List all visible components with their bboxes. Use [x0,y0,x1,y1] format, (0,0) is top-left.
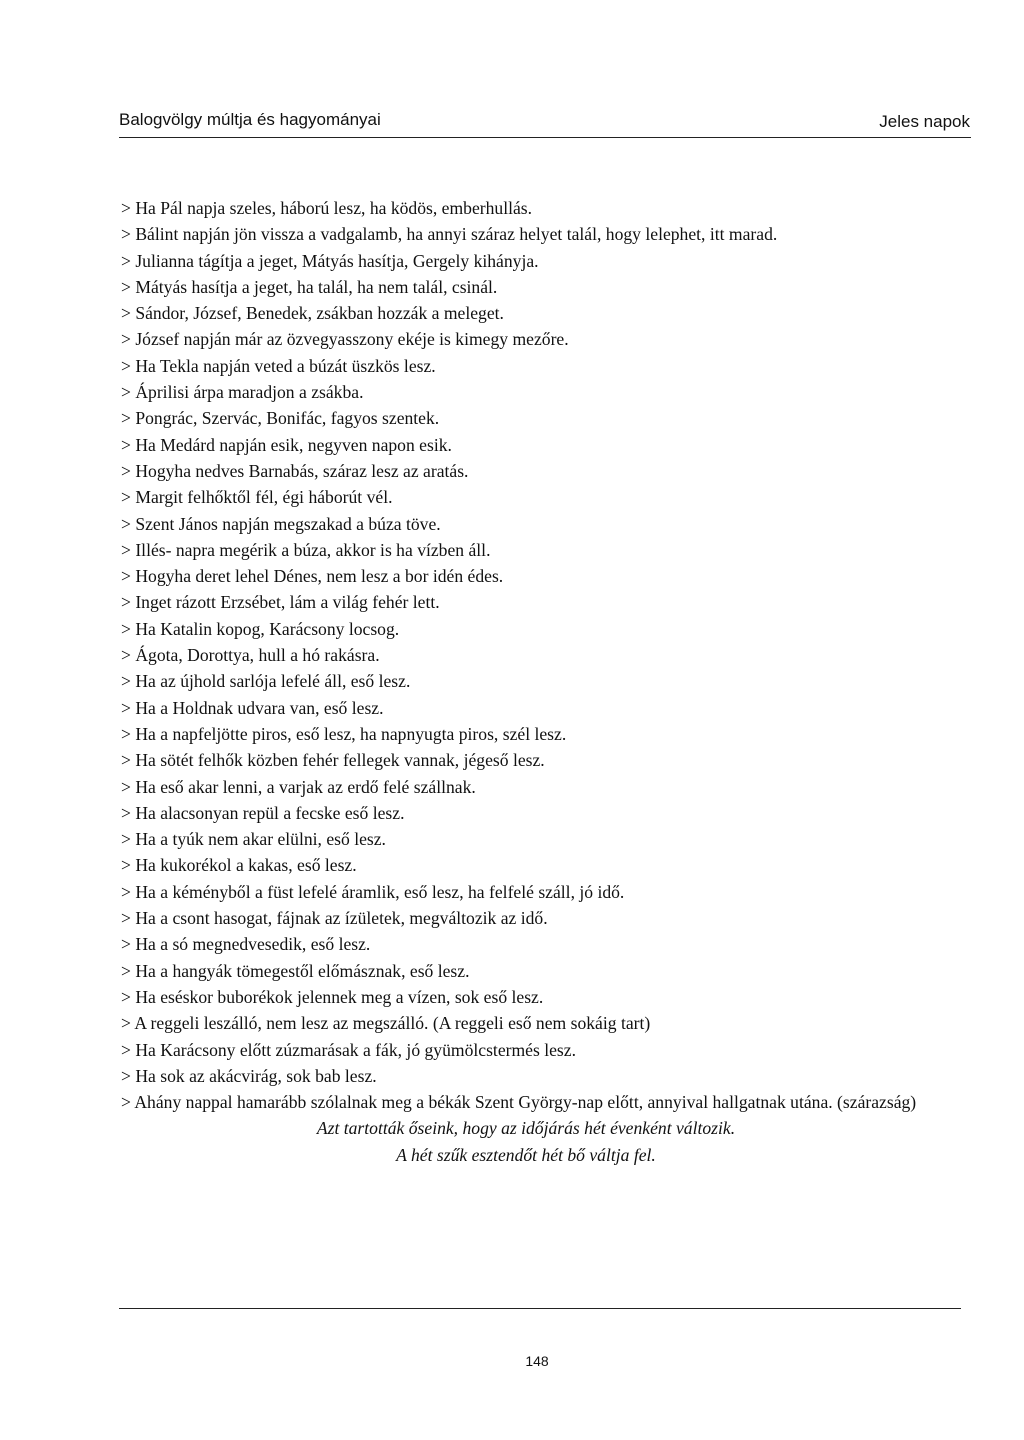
saying-line: > Hogyha deret lehel Dénes, nem lesz a bor idén édes. [121,566,504,587]
saying-line: > Ha eséskor buborékok jelennek meg a vízen, sok eső lesz. [121,986,544,1007]
saying-line: > Áprilisi árpa maradjon a zsákba. [121,382,364,403]
saying-line: > Pongrác, Szervác, Bonifác, fagyos szentek. [121,408,440,429]
saying-line: > Ha Katalin kopog, Karácsony locsog. [121,618,400,639]
saying-line: > Bálint napján jön vissza a vadgalamb, ha annyi száraz helyet talál, hogy lelephet, itt marad. [121,224,778,245]
saying-line: > Julianna tágítja a jeget, Mátyás hasítja, Gergely kihányja. [121,250,539,271]
saying-line: > Szent János napján megszakad a búza töve. [121,513,441,534]
saying-line: > Ha a Holdnak udvara van, eső lesz. [121,697,384,718]
saying-line: > Ágota, Dorottya, hull a hó rakásra. [121,645,380,666]
saying-line: > Margit felhőktől fél, égi háborút vél. [121,487,393,508]
closing-quote-line: Azt tartották őseink, hogy az időjárás hét évenként változik. [316,1118,736,1139]
page-number: 148 [525,1353,549,1369]
saying-line: > Ha a napfeljötte piros, eső lesz, ha napnyugta piros, szél lesz. [121,723,567,744]
header-divider [119,137,971,138]
saying-line: > Ha Medárd napján esik, negyven napon esik. [121,434,452,455]
closing-quote-line: A hét szűk esztendőt hét bő váltja fel. [396,1144,656,1165]
saying-line: > Ha eső akar lenni, a varjak az erdő felé szállnak. [121,776,476,797]
saying-line: > Ha Pál napja szeles, háború lesz, ha ködös, emberhullás. [121,198,533,218]
saying-line: > Inget rázott Erzsébet, lám a világ fehér lett. [121,592,440,613]
saying-line: > Ha a kéményből a füst lefelé áramlik, eső lesz, ha felfelé száll, jó idő. [121,881,625,902]
saying-line: > Ha kukorékol a kakas, eső lesz. [121,855,357,876]
saying-line: > Illés- napra megérik a búza, akkor is ha vízben áll. [121,539,491,560]
saying-line: > Ha Karácsony előtt zúzmarásak a fák, jó gyümölcstermés lesz. [121,1039,576,1060]
saying-line: > A reggeli leszálló, nem lesz az megszálló. (A reggeli eső nem sokáig tart) [121,1013,651,1034]
saying-line: > Ha sötét felhők közben fehér fellegek vannak, jégeső lesz. [121,750,545,771]
running-header [119,108,970,136]
saying-line: > Ha a csont hasogat, fájnak az ízületek, megváltozik az idő. [121,908,548,929]
saying-line: > Ha az újhold sarlója lefelé áll, eső lesz. [121,671,411,692]
header-chapter-title: Jeles napok [879,112,970,131]
saying-line: > Ha a hangyák tömegestől előmásznak, eső lesz. [121,960,470,981]
saying-line: > Ha sok az akácvirág, sok bab lesz. [121,1065,377,1086]
saying-line: > Ha Tekla napján veted a búzát üszkös lesz. [121,355,436,376]
saying-line: > Mátyás hasítja a jeget, ha talál, ha nem talál, csinál. [121,276,498,297]
saying-line: > József napján már az özvegyasszony ekéje is kimegy mezőre. [121,329,569,350]
saying-line: > Ha alacsonyan repül a fecske eső lesz. [121,802,405,823]
saying-line: > Hogyha nedves Barnabás, száraz lesz az aratás. [121,460,469,481]
footer-divider [119,1308,961,1309]
page-body [121,195,947,1168]
header-book-title: Balogvölgy múltja és hagyományai [119,110,381,129]
saying-line: > Sándor, József, Benedek, zsákban hozzák a meleget. [121,303,504,324]
saying-line: > Ha a só megnedvesedik, eső lesz. [121,934,371,955]
saying-line: > Ha a tyúk nem akar elülni, eső lesz. [121,829,386,850]
saying-line: > Ahány nappal hamarább szólalnak meg a békák Szent György-nap előtt, annyival hallgatnak utána. (szárazság) [121,1092,917,1113]
